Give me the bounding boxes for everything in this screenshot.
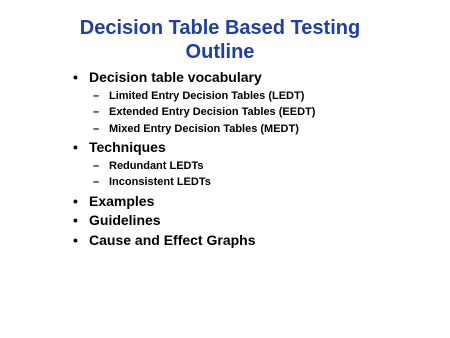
outline-item-techniques [73,139,166,155]
outline-item-label: Techniques [89,139,166,155]
bullet-icon: • [73,69,78,85]
outline-item-guidelines [73,212,161,228]
outline-subitem-label: Redundant LEDTs [109,160,204,172]
outline-item-label: Decision table vocabulary [89,69,262,85]
outline-subitem-eedt [93,106,316,119]
outline-subitem-label: Extended Entry Decision Tables (EEDT) [109,106,316,118]
outline-item-label: Guidelines [89,212,161,228]
outline-item-decision-table-vocabulary [73,69,262,85]
bullet-icon: • [73,232,78,248]
outline-subitem-label: Mixed Entry Decision Tables (MEDT) [109,123,299,135]
outline-item-examples [73,193,155,209]
outline-subitem-inconsistent-ledts [93,176,211,189]
outline-subitem-ledt [93,90,305,103]
dash-icon: – [93,176,100,188]
dash-icon: – [93,160,100,172]
bullet-icon: • [73,193,78,209]
outline-item-label: Examples [89,193,155,209]
dash-icon: – [93,90,100,102]
outline-subitem-medt [93,123,299,136]
bullet-icon: • [73,139,78,155]
outline-subitem-label: Limited Entry Decision Tables (LEDT) [109,90,305,102]
outline-item-label: Cause and Effect Graphs [89,232,256,248]
slide-title-line-1: Decision Table Based Testing [79,17,361,39]
slide-title-line-2: Outline [185,41,255,63]
outline-subitem-redundant-ledts [93,160,204,173]
dash-icon: – [93,123,100,135]
outline-subitem-label: Inconsistent LEDTs [109,176,211,188]
bullet-icon: • [73,212,78,228]
outline-item-cause-and-effect-graphs [73,232,256,248]
dash-icon: – [93,106,100,118]
